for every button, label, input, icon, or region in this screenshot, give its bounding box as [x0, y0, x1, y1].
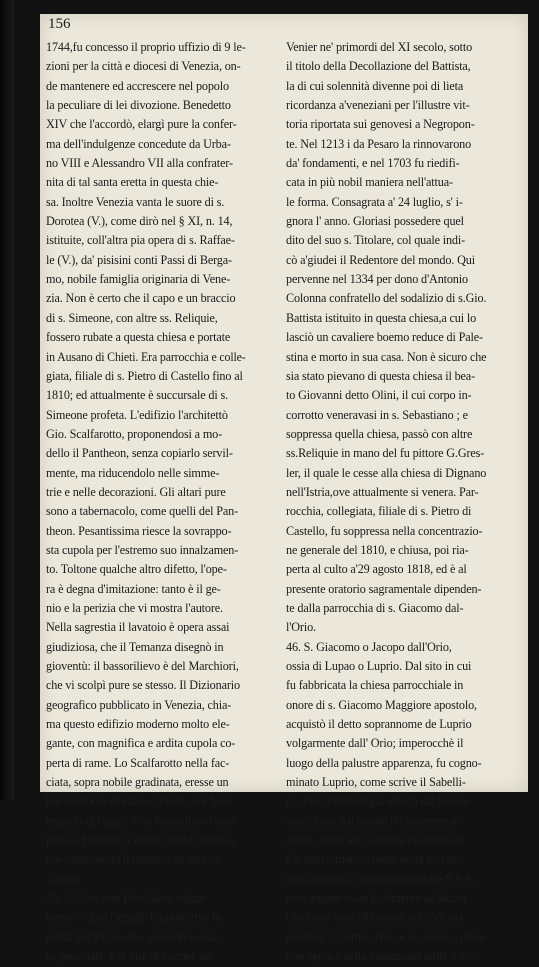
- text-line: in Ausano di Chieti. Era parrocchia e colle-: [46, 349, 246, 364]
- text-line: antico, dallo Rio, sembra più naturale.: [286, 833, 467, 848]
- text-line: gante, con magnifica e ardita cupola co-: [46, 736, 236, 751]
- text-line: acquistò il detto soprannome de Luprio: [286, 717, 472, 732]
- text-line: che rappresenta il martirio de' due ss.: [46, 852, 222, 867]
- text-line: volgarmente dall' Orio; imperocchè il: [286, 736, 464, 751]
- right-text-column: [286, 38, 486, 967]
- text-line: 1810; ed attualmente è succursale di s.: [46, 388, 228, 403]
- text-line: eretta nel VII secolo, secondo lo Sta-: [46, 929, 221, 944]
- text-line: Titolari.: [46, 871, 84, 886]
- text-line: cata in più nobil maniera nell'attua-: [286, 175, 453, 190]
- text-line: Dorotea (V.), come dirò nel § XI, n. 14,: [46, 214, 233, 229]
- text-line: zioni per la città e diocesi di Venezia, on-: [46, 59, 241, 74]
- text-line: Un antico marmo posto nella facciata: [286, 852, 464, 867]
- text-line: dello il Pantheon, senza copiarlo servil-: [46, 446, 233, 461]
- text-line: Gio. Scalfarotto, proponendosi a mo-: [46, 426, 223, 441]
- text-line: della chiesa, in cui sono incisi tre S S S,: [286, 871, 475, 886]
- text-line: minato Luprio, come scrive il Sabelli-: [286, 775, 466, 790]
- text-line: le forma. Consagrata a' 24 luglio, s' i-: [286, 194, 463, 209]
- text-line: soppressa quella chiesa, passò con altre: [286, 426, 473, 441]
- text-line: fu fabbricata la chiesa parrocchiale in: [286, 678, 464, 693]
- text-line: osservai il Corner, che se si avesse a desu-: [286, 929, 486, 944]
- text-line: theon. Pesantissima riesce la sovrappo-: [46, 523, 232, 538]
- text-line: ricordanza a'veneziani per l'illustre vit-: [286, 98, 470, 113]
- text-line: sono a tabernacolo, come quelli del Pan-: [46, 504, 238, 519]
- text-line: ne generale del 1810, e chiusa, poi ria-: [286, 542, 469, 557]
- text-line: ciata, sopra nobile gradinata, eresse un: [46, 775, 229, 790]
- text-line: nell'Istria,ove attualmente si venera. Par-: [286, 484, 479, 499]
- text-line: ma questo edifizio moderno molto ele-: [46, 717, 230, 732]
- text-line: ler, il quale le cesse alla chiesa di Dignano: [286, 465, 487, 480]
- text-line: l'Orio.: [286, 620, 316, 635]
- text-line: tespizio del quale è un bassorilievo scol-: [46, 813, 238, 828]
- text-line: toria riportata sui genovesi a Negropon-: [286, 117, 475, 132]
- text-line: Battista istituito in questa chiesa,a cui lo: [286, 310, 477, 325]
- book-binding-edge: [0, 0, 14, 800]
- text-line: vino, forse dal canale ivi scorrente ab: [286, 813, 463, 828]
- text-line: Colonna confratello del sodalizio di s.Gio.: [286, 291, 487, 306]
- text-line: co. Però l'etimologia offerta dal Sanso-: [286, 794, 471, 809]
- text-line: trie e nelle decorazioni. Gli altari pure: [46, 484, 226, 499]
- text-line: ma dell'indulgenze concedute da Urba-: [46, 136, 231, 151]
- text-line: che vi scolpì pure se stesso. Il Dizionario: [46, 678, 240, 693]
- text-line: ossia di Lupao o Luprio. Dal sito in cui: [286, 659, 472, 673]
- text-line: mente, ma riducendolo nelle simme-: [46, 465, 220, 480]
- text-line: rocchia, collegiata, filiale di s. Pietro di: [286, 504, 472, 519]
- text-line: che fosse stata fabbricata nel 555; ma: [286, 910, 464, 925]
- text-line: fece arguire essai facilmente ad alcuni: [286, 891, 467, 906]
- text-line: lasciò un cavaliere boemo reduce di Pale-: [286, 330, 483, 345]
- text-line: mo, nobile famiglia originaria di Vene-: [46, 272, 231, 287]
- page-number: 156: [48, 16, 71, 32]
- text-line: te. Nel 1213 i da Pesaro la rinnovarono: [286, 136, 472, 151]
- text-line: XIV che l'accordò, elargì pure la confer-: [46, 117, 237, 132]
- text-line: presente oratorio sagramentale dipenden-: [286, 581, 482, 596]
- text-line: de mantenere ed accrescere nel popolo: [46, 78, 229, 93]
- text-line: te dalla parrocchia di s. Giacomo dal-: [286, 600, 464, 615]
- text-line: ss.Reliquie in mano del fu pittore G.Gres-: [286, 446, 485, 461]
- text-line: nita di tal santa eretta in questa chie-: [46, 175, 219, 190]
- text-line: Simeone profeta. L'edifizio l'architettò: [46, 407, 228, 422]
- text-line: corrotto veneravasi in s. Sebastiano ; e: [286, 407, 468, 422]
- left-text-column: [46, 38, 246, 967]
- text-line: to. Toltone qualche altro difetto, l'ope-: [46, 562, 227, 577]
- text-line: pito da Francesco Penso detto Cabianca,: [46, 833, 238, 848]
- text-line: Castello, fu soppressa nella concentrazio-: [286, 523, 483, 538]
- text-line: mer l'epoca della fondazione dalle 3 let-: [286, 949, 475, 964]
- text-line: perta al culto a'29 agosto 1818, ed è al: [286, 562, 467, 577]
- text-line: nio e la perizia che vi mostra l'autore.: [46, 600, 223, 615]
- text-line: sa. Inoltre Venezia vanta le suore di s.: [46, 194, 225, 209]
- text-line: mente s. Zan Degolà. La primitiva fu: [46, 910, 222, 925]
- text-line: onore di s. Giacomo Maggiore apostolo,: [286, 697, 477, 712]
- text-line: 45. S. Giovanni Decollato, volgar-: [46, 891, 209, 906]
- text-line: zia. Non è certo che il capo e un braccio: [46, 291, 236, 306]
- text-line: dito del suo s. Titolare, col quale indi-: [286, 233, 466, 248]
- text-line: sta cupola per l'estremo suo innalzamen-: [46, 542, 239, 557]
- text-line: istituite, coll'altra pia opera di s. Raffae-: [46, 233, 235, 248]
- text-line: cò a'giudei il Redentore del mondo. Qui: [286, 252, 475, 267]
- text-line: luogo della palustre apparenza, fu cogno-: [286, 755, 482, 770]
- text-line: giudiziosa, che il Temanza disegnò in: [46, 639, 224, 654]
- text-line: di s. Simeone, con altre ss. Reliquie,: [46, 310, 218, 325]
- text-line: to Giovanni detto Olini, il cui corpo in-: [286, 388, 472, 403]
- text-line: gnora l' anno. Gloriasi possedere quel: [286, 214, 464, 229]
- text-line: bel vestibolo d'ordine corintio, sul fron-: [46, 794, 234, 809]
- text-line: 46. S. Giacomo o Jacopo dall'Orio,: [286, 639, 452, 654]
- text-line: geografico pubblicato in Venezia, chia-: [46, 697, 232, 712]
- text-line: to personale, e al dire di Corner, da': [46, 949, 214, 964]
- text-line: da' fondamenti, e nel 1703 fu riedifi-: [286, 156, 460, 171]
- text-line: ra è degna d'imitazione: tanto è il ge-: [46, 581, 221, 596]
- text-line: no VIII e Alessandro VII alla confrater-: [46, 156, 233, 171]
- text-line: stina e morto in sua casa. Non è sicuro che: [286, 349, 487, 364]
- text-line: la di cui solennità divenne poi di lieta: [286, 78, 464, 93]
- text-line: pervenne nel 1334 per dono d'Antonio: [286, 272, 468, 287]
- text-line: gioventù: il bassorilievo è del Marchiori,: [46, 659, 239, 673]
- text-line: giata, filiale di s. Pietro di Castello fino al: [46, 368, 243, 383]
- text-line: il titolo della Decollazione del Battista,: [286, 59, 471, 74]
- text-line: 1744,fu concesso il proprio uffizio di 9 le-: [46, 40, 246, 54]
- text-line: Venier ne' primordi del XI secolo, sotto: [286, 40, 473, 54]
- text-line: fossero rubate a questa chiesa e portate: [46, 330, 231, 345]
- text-line: Nella sagrestia il lavatoio è opera assai: [46, 620, 230, 635]
- text-line: sia stato pievano di questa chiesa il bea-: [286, 368, 475, 383]
- text-line: perta di rame. Lo Scalfarotto nella fac-: [46, 755, 230, 770]
- text-line: la peculiare di lei divozione. Benedetto: [46, 98, 231, 113]
- text-line: le (V.), da' pisisini conti Passi di Berga-: [46, 252, 232, 267]
